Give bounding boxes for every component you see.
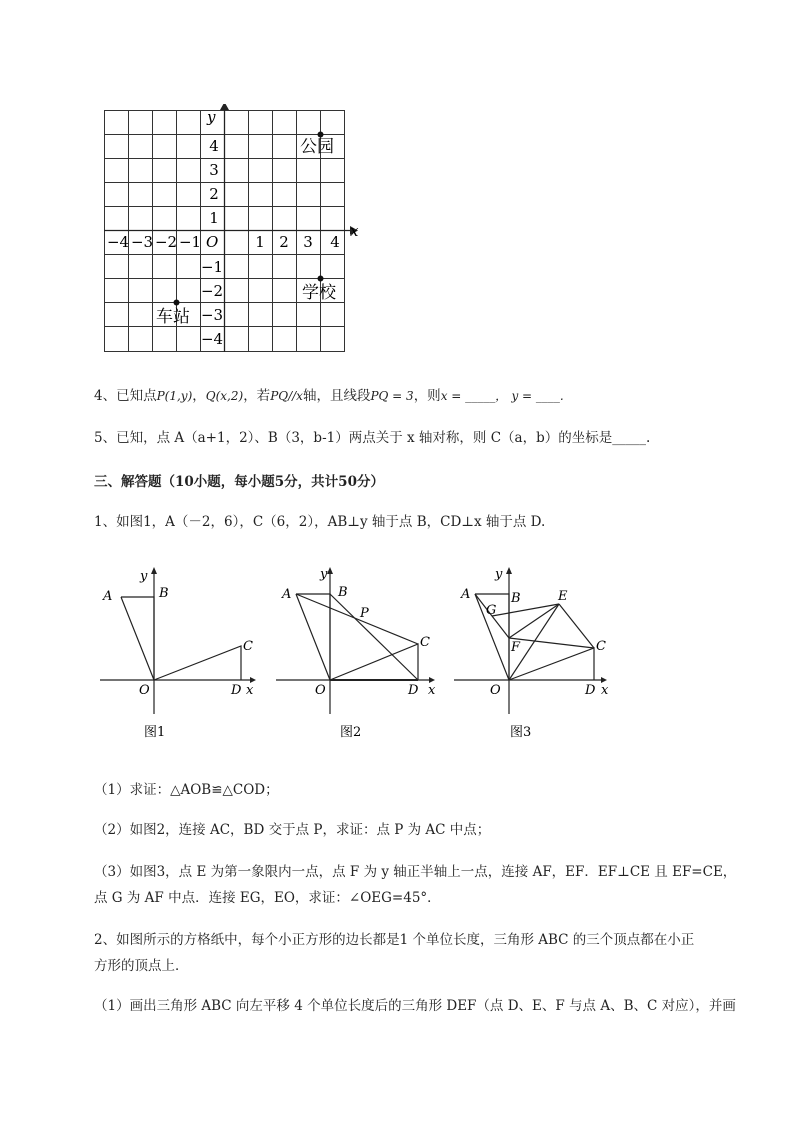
problem-1-sub-3-line-1: （3）如图3，点 E 为第一象限内一点，点 F 为 y 轴正半轴上一点，连接 AF，EF．EF⊥CE 且 EF=CE， [94, 864, 737, 880]
triangle-cod [154, 646, 241, 680]
label-c: C [596, 639, 606, 654]
label-x: x [246, 683, 254, 698]
figure-3 [452, 564, 620, 744]
label-a: A [103, 589, 113, 604]
x-tick: −4 [106, 233, 130, 251]
coordinate-grid-figure [100, 104, 370, 360]
x-axis-label: x [350, 222, 359, 240]
problem-1-intro: 1、如图1，A（－2，6），C（6，2），AB⊥y 轴于点 B，CD⊥x 轴于点 D. [94, 514, 546, 530]
label-y: y [140, 569, 148, 584]
problem-1-sub-3-line-2: 点 G 为 AF 中点．连接 EG，EO，求证：∠OEG=45°． [94, 890, 441, 906]
y-tick: −3 [200, 306, 224, 324]
y-axis-label: y [207, 108, 216, 126]
label-x: x [601, 683, 609, 698]
problem-2-sub-1: （1）画出三角形 ABC 向左平移 4 个单位长度后的三角形 DEF（点 D、E、F 与点 A、B、C 对应），并画 [94, 998, 736, 1014]
label-e: E [558, 589, 568, 604]
q4-then: ，则 [413, 388, 441, 404]
figure-3-caption: 图3 [510, 725, 532, 740]
x-tick: −2 [154, 233, 178, 251]
school-point [318, 276, 324, 282]
q4-length: PQ = 3 [370, 389, 414, 403]
label-f: F [511, 640, 521, 655]
y-tick: −1 [200, 258, 224, 276]
q4-mid: ，若 [243, 388, 271, 404]
y-arrow [151, 567, 157, 574]
y-tick: 2 [209, 185, 219, 203]
label-x: x [428, 683, 436, 698]
q4-y-blank: y = ____. [511, 389, 564, 403]
segment-ec [559, 604, 594, 648]
label-b: B [338, 585, 348, 600]
station-label: 车站 [156, 307, 190, 327]
figure-1-caption: 图1 [144, 725, 166, 740]
y-tick: 1 [209, 209, 219, 227]
y-tick: −4 [200, 330, 224, 348]
segment-fc [509, 638, 594, 648]
label-a: A [282, 587, 292, 602]
problem-2-line-1: 2、如图所示的方格纸中，每个小正方形的边长都是1 个单位长度，三角形 ABC 的三个顶点都在小正 [94, 932, 695, 948]
triangle-aob [121, 597, 154, 680]
segment-fe [509, 604, 559, 638]
y-arrow [327, 567, 333, 574]
label-d: D [231, 683, 242, 698]
x-tick: −3 [130, 233, 154, 251]
triangle-cod [330, 644, 418, 680]
x-tick-labels [107, 233, 340, 251]
y-tick: 3 [209, 161, 219, 179]
q4-point-p: P(1,y) [156, 389, 193, 403]
x-tick: 1 [255, 233, 265, 251]
label-b: B [511, 591, 521, 606]
label-c: C [243, 639, 253, 654]
triangle-aob [296, 594, 330, 680]
label-d: D [408, 683, 419, 698]
label-a: A [461, 587, 471, 602]
section-3-heading: 三、解答题（10小题，每小题5分，共计50分） [94, 474, 384, 490]
origin-label: O [206, 233, 219, 251]
park-label: 公园 [300, 137, 334, 157]
y-tick: 4 [209, 137, 219, 155]
y-axis-arrow [220, 104, 229, 110]
question-5: 5、已知，点 A（a+1，2）、B（3，b-1）两点关于 x 轴对称，则 C（a，b）的坐标是_____. [94, 430, 651, 446]
problem-1-sub-1: （1）求证：△AOB≌△COD； [94, 782, 279, 798]
x-tick: 3 [303, 233, 313, 251]
figure-2-caption: 图2 [340, 725, 362, 740]
label-y: y [320, 567, 328, 582]
label-o: O [139, 683, 150, 698]
segment-bd [330, 594, 418, 680]
label-d: D [585, 683, 596, 698]
x-tick: 4 [330, 233, 340, 251]
school-label: 学校 [302, 283, 336, 303]
y-tick: −2 [200, 282, 224, 300]
triangle-cod [509, 648, 594, 680]
label-o: O [490, 683, 501, 698]
segment-ac [296, 594, 418, 644]
q4-point-q: Q(x,2) [205, 389, 244, 403]
label-g: G [486, 603, 497, 618]
segment-ge [492, 604, 559, 616]
label-p: P [360, 606, 369, 621]
label-b: B [159, 586, 169, 601]
label-y: y [495, 567, 503, 582]
q4-sep: ， [192, 388, 206, 404]
q4-axis: 轴，且线段 [302, 388, 371, 404]
station-point [174, 300, 180, 306]
problem-1-sub-2: （2）如图2，连接 AC，BD 交于点 P，求证：点 P 为 AC 中点； [94, 822, 491, 838]
x-tick: −1 [178, 233, 202, 251]
label-c: C [420, 635, 430, 650]
question-4 [94, 386, 564, 406]
x-tick: 2 [279, 233, 289, 251]
q4-x-blank: x = _____， [440, 389, 508, 403]
y-arrow [506, 567, 512, 574]
label-o: O [315, 683, 326, 698]
q4-prefix: 4、已知点 [94, 388, 157, 404]
q4-condition: PQ//x [270, 389, 303, 403]
problem-2-line-2: 方形的顶点上． [94, 958, 189, 974]
figure-1 [98, 564, 266, 744]
figure-2 [274, 564, 442, 744]
